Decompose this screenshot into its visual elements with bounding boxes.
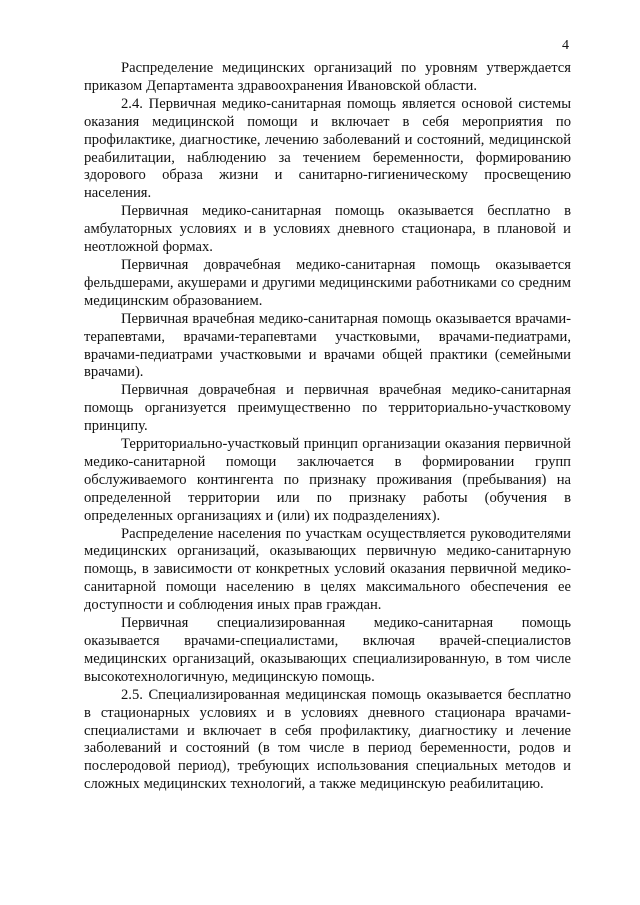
paragraph-territorial-definition: Территориально-участковый принцип организации оказания первичной медико-санитарной помощи заключается в формировании групп обслуживаемого контингента по признаку проживания (пребывания) на определенной территории или по признаку работы (обучения в определенных организациях и (или) их подразделениях).: [84, 436, 571, 524]
paragraph-2-4-primary-care: 2.4. Первичная медико-санитарная помощь является основой системы оказания медицинской помощи и включает в себя мероприятия по профилактике, диагностике, лечению заболеваний и состояний, медицинской реабилитации, наблюдению за течением беременности, формированию здорового образа жизни и санитарно-гигиеническому просвещению населения.: [84, 95, 571, 202]
document-body: [84, 60, 571, 794]
paragraph-2-5-specialized-care: 2.5. Специализированная медицинская помощь оказывается бесплатно в стационарных условиях и в условиях дневного стационара врачами-специалистами и включает в себя профилактику, диагностику и лечение заболеваний и состояний (в том числе в период беременности, родов и послеродовой период), требующих использования специальных методов и сложных медицинских технологий, а также медицинскую реабилитацию.: [84, 686, 571, 793]
paragraph-medical-care-doctors: Первичная врачебная медико-санитарная помощь оказывается врачами-терапевтами, врачами-терапевтами участковыми, врачами-педиатрами, врачами-педиатрами участковыми и врачами общей практики (семейными врачами).: [84, 310, 571, 381]
paragraph-levels-approval: Распределение медицинских организаций по уровням утверждается приказом Департамента здравоохранения Ивановской области.: [84, 60, 571, 94]
paragraph-pre-medical-care: Первичная доврачебная медико-санитарная помощь оказывается фельдшерами, акушерами и другими медицинскими работниками со средним медицинским образованием.: [84, 256, 571, 309]
page-number: 4: [562, 38, 569, 53]
paragraph-specialized-primary-care: Первичная специализированная медико-санитарная помощь оказывается врачами-специалистами, включая врачей-специалистов медицинских организаций, оказывающих специализированную, в том числе высокотехнологичную, медицинскую помощь.: [84, 615, 571, 685]
paragraph-primary-care-free: Первичная медико-санитарная помощь оказывается бесплатно в амбулаторных условиях и в условиях дневного стационара, в плановой и неотложной формах.: [84, 203, 571, 256]
paragraph-territorial-principle: Первичная доврачебная и первичная врачебная медико-санитарная помощь организуется преимущественно по территориально-участковому принципу.: [84, 382, 571, 435]
paragraph-population-distribution: Распределение населения по участкам осуществляется руководителями медицинских организаций, оказывающих первичную медико-санитарную помощь, в зависимости от конкретных условий оказания первичной медико-санитарной помощи населению в целях максимального обеспечения ее доступности и соблюдения иных прав граждан.: [84, 525, 571, 614]
